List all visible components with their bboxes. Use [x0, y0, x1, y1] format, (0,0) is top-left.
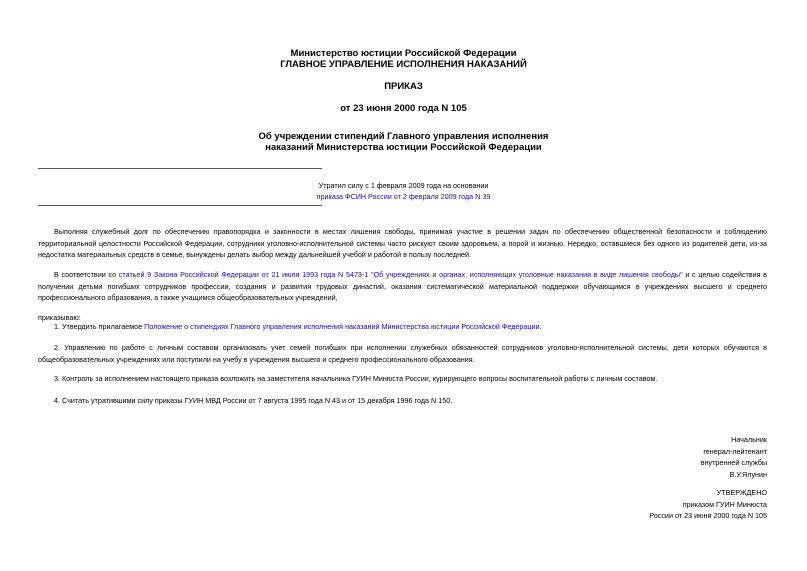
order-word: приказываю:: [38, 313, 81, 322]
divider-top: [38, 168, 322, 169]
doc-type: ПРИКАЗ: [384, 81, 423, 92]
paragraph-preamble: Выполняя служебный долг по обеспечению правопорядка и законности в местах лишения свободы, принимая участие в решении задач по обеспечению общественной безопасности и соблюдению территориальной целостности Российской Федерации, сотрудники уголовно-исполнительной системы часто рискуют своим здоровьем, а порой и жизнью. Нередко, оставшиеся без одного из родителей дети, из-за недостатка материальных средств в семье, вынуждены делать выбор между дальнейшей учебой и работой в пользу последней.: [38, 227, 767, 259]
paragraph-legal-basis: [38, 269, 767, 304]
repeal-note: [240, 180, 567, 202]
doc-title-line1: Об учреждении стипендий Главного управления исполнения: [258, 131, 549, 142]
item1-suffix: .: [539, 322, 542, 331]
approval-date: России от 23 июня 2000 года N 105: [649, 511, 767, 520]
law-link[interactable]: статьей 9 Закона Российской Федерации от 21 июля 1993 года N 5473-1 "Об учреждениях и органах, исполняющих уголовные наказания в виде лишения свободы": [118, 270, 683, 279]
repeal-link[interactable]: приказа ФСИН России от 2 февраля 2009 года N 39: [316, 192, 491, 201]
signature-block: [467, 434, 767, 480]
order-item-4: 4. Считать утратившими силу приказы ГУИН МВД России от 7 августа 1995 года N 43 и от 15 декабря 1996 года N 150.: [54, 396, 453, 405]
doc-date: от 23 июня 2000 года N 105: [340, 103, 467, 114]
signature-rank: генерал-лейтенант: [703, 446, 767, 456]
signature-name: В.У.Ялунин: [729, 469, 767, 479]
header-department: ГЛАВНОЕ УПРАВЛЕНИЕ ИСПОЛНЕНИЯ НАКАЗАНИЙ: [280, 59, 527, 70]
legal-basis-suffix: и с целью содействия в получении детьми погибших сотрудников профессии, создания и развития трудовых династий, оказания систематической материальной поддержки обучающимся в учреждениях высшего и среднего профессионального образования, а также учащимся общеобразовательных учреждений,: [38, 270, 767, 302]
item1-prefix: 1. Утвердить прилагаемое: [54, 322, 145, 331]
header-ministry: Министерство юстиции Российской Федерации: [290, 48, 517, 59]
legal-basis-prefix: В соответствии со: [54, 270, 119, 279]
divider-bottom: [38, 205, 322, 206]
order-item-1: [38, 321, 767, 333]
order-item-3: 3. Контроль за исполнением настоящего приказа возложить на заместителя начальника ГУИН Минюста России, курирующего вопросы воспитательной работы с личным составом.: [54, 374, 658, 383]
repeal-text: Утратил силу с 1 февраля 2009 года на основании: [318, 181, 489, 190]
approval-title: УТВЕРЖДЕНО: [716, 488, 767, 497]
doc-title-line2: наказаний Министерства юстиции Российской Федерации: [265, 142, 542, 153]
order-item-2: 2. Управлению по работе с личным составом организовать учет семей погибших при исполнении служебных обязанностей сотрудников уголовно-исполнительной системы, дети которых обучаются в общеобразовательных учреждениях или поступили на учебу в учреждения высшего и среднего профессионального образования.: [38, 343, 767, 364]
regulation-link[interactable]: Положение о стипендиях Главного управления исполнения наказаний Министерства юстиции Российской Федерации: [144, 322, 540, 331]
approval-block: [467, 487, 767, 522]
signature-position: Начальник: [731, 435, 767, 444]
signature-service: внутренней службы: [700, 458, 767, 467]
approval-by: приказом ГУИН Минюста: [682, 499, 767, 509]
